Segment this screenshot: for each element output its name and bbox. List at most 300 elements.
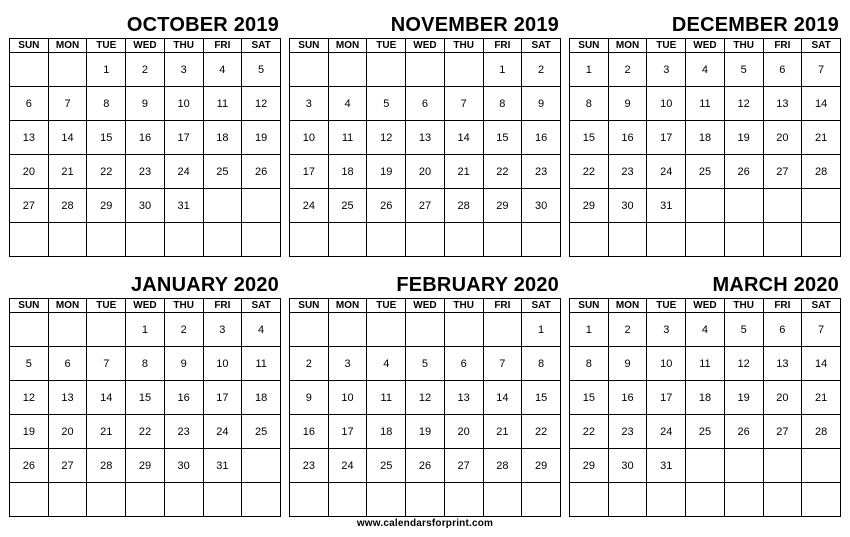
day-cell: 22 — [87, 155, 126, 189]
weekday-label: THU — [444, 299, 483, 313]
weekday-label: WED — [126, 39, 165, 53]
day-cell: 14 — [483, 381, 522, 415]
month-grid — [9, 298, 281, 517]
month-grid — [289, 298, 561, 517]
day-cell — [328, 53, 367, 87]
day-cell: 6 — [10, 87, 49, 121]
day-cell: 13 — [763, 347, 802, 381]
day-cell: 12 — [406, 381, 445, 415]
weekday-label: TUE — [87, 299, 126, 313]
day-cell: 11 — [686, 347, 725, 381]
day-cell: 19 — [724, 121, 763, 155]
day-cell: 31 — [203, 449, 242, 483]
week-row — [570, 347, 841, 381]
day-cell: 30 — [522, 189, 561, 223]
week-row — [290, 189, 561, 223]
weekday-label: MON — [608, 299, 647, 313]
month-calendar — [289, 272, 561, 517]
day-cell: 29 — [483, 189, 522, 223]
day-cell: 9 — [522, 87, 561, 121]
weekday-label: MON — [48, 299, 87, 313]
day-cell: 17 — [328, 415, 367, 449]
day-cell — [126, 223, 165, 257]
day-cell: 25 — [203, 155, 242, 189]
day-cell — [87, 483, 126, 517]
day-cell — [686, 449, 725, 483]
weekday-label: WED — [686, 39, 725, 53]
weekday-label: SAT — [242, 299, 281, 313]
day-cell: 17 — [203, 381, 242, 415]
day-cell: 26 — [724, 155, 763, 189]
week-row — [570, 313, 841, 347]
day-cell: 2 — [126, 53, 165, 87]
day-cell: 11 — [203, 87, 242, 121]
day-cell: 4 — [686, 53, 725, 87]
weekday-label: TUE — [647, 299, 686, 313]
day-cell: 19 — [367, 155, 406, 189]
day-cell: 20 — [763, 381, 802, 415]
day-cell: 25 — [686, 415, 725, 449]
day-cell: 8 — [570, 87, 609, 121]
day-cell: 29 — [570, 189, 609, 223]
week-row — [570, 449, 841, 483]
day-cell: 31 — [164, 189, 203, 223]
day-cell — [406, 313, 445, 347]
day-cell: 17 — [290, 155, 329, 189]
day-cell: 3 — [290, 87, 329, 121]
day-cell — [328, 483, 367, 517]
day-cell: 28 — [802, 155, 841, 189]
day-cell: 19 — [724, 381, 763, 415]
day-cell: 29 — [570, 449, 609, 483]
day-cell: 15 — [126, 381, 165, 415]
day-cell: 5 — [724, 53, 763, 87]
day-cell: 8 — [483, 87, 522, 121]
day-cell — [483, 483, 522, 517]
month-title: NOVEMBER 2019 — [390, 14, 559, 36]
day-cell: 14 — [802, 87, 841, 121]
day-cell — [367, 223, 406, 257]
weekday-label: MON — [328, 299, 367, 313]
day-cell: 7 — [444, 87, 483, 121]
day-cell: 8 — [522, 347, 561, 381]
weekday-label: MON — [48, 39, 87, 53]
day-cell: 1 — [522, 313, 561, 347]
day-cell: 14 — [87, 381, 126, 415]
day-cell: 27 — [763, 415, 802, 449]
weekday-label: TUE — [367, 39, 406, 53]
day-cell: 22 — [483, 155, 522, 189]
weekday-header-row — [570, 299, 841, 313]
day-cell: 27 — [10, 189, 49, 223]
day-cell: 23 — [164, 415, 203, 449]
day-cell — [763, 189, 802, 223]
day-cell: 31 — [647, 189, 686, 223]
day-cell: 24 — [647, 155, 686, 189]
weekday-header-row — [10, 299, 281, 313]
day-cell: 6 — [406, 87, 445, 121]
day-cell: 10 — [164, 87, 203, 121]
day-cell: 10 — [647, 87, 686, 121]
day-cell: 23 — [522, 155, 561, 189]
day-cell — [522, 483, 561, 517]
day-cell: 15 — [483, 121, 522, 155]
day-cell: 25 — [242, 415, 281, 449]
day-cell: 17 — [647, 121, 686, 155]
day-cell — [686, 189, 725, 223]
day-cell: 30 — [126, 189, 165, 223]
day-cell: 25 — [367, 449, 406, 483]
day-cell: 2 — [164, 313, 203, 347]
day-cell — [290, 483, 329, 517]
day-cell: 1 — [570, 53, 609, 87]
day-cell: 24 — [164, 155, 203, 189]
month-calendar — [289, 12, 561, 257]
day-cell — [802, 449, 841, 483]
week-row — [290, 347, 561, 381]
day-cell — [483, 313, 522, 347]
day-cell: 27 — [763, 155, 802, 189]
day-cell: 15 — [87, 121, 126, 155]
day-cell: 6 — [763, 53, 802, 87]
day-cell: 18 — [686, 381, 725, 415]
day-cell: 12 — [242, 87, 281, 121]
day-cell: 3 — [647, 53, 686, 87]
day-cell: 24 — [647, 415, 686, 449]
weekday-label: THU — [724, 39, 763, 53]
day-cell: 15 — [570, 121, 609, 155]
weekday-label: FRI — [763, 299, 802, 313]
day-cell — [724, 189, 763, 223]
day-cell: 16 — [290, 415, 329, 449]
day-cell — [203, 483, 242, 517]
day-cell — [483, 223, 522, 257]
week-row — [290, 483, 561, 517]
week-row — [290, 223, 561, 257]
week-row — [290, 53, 561, 87]
day-cell — [290, 223, 329, 257]
week-row — [570, 483, 841, 517]
weekday-header-row — [290, 299, 561, 313]
day-cell: 5 — [367, 87, 406, 121]
day-cell — [328, 313, 367, 347]
weekday-label: MON — [608, 39, 647, 53]
day-cell: 19 — [406, 415, 445, 449]
weekday-header-row — [570, 39, 841, 53]
day-cell: 17 — [164, 121, 203, 155]
day-cell: 14 — [444, 121, 483, 155]
day-cell — [10, 53, 49, 87]
week-row — [570, 223, 841, 257]
day-cell: 4 — [203, 53, 242, 87]
day-cell — [367, 483, 406, 517]
day-cell: 26 — [406, 449, 445, 483]
website-url: www.calendarsforprint.com — [356, 518, 494, 529]
day-cell: 23 — [608, 415, 647, 449]
day-cell: 23 — [290, 449, 329, 483]
day-cell: 30 — [608, 449, 647, 483]
day-cell: 27 — [406, 189, 445, 223]
day-cell: 15 — [522, 381, 561, 415]
week-row — [10, 449, 281, 483]
day-cell: 24 — [328, 449, 367, 483]
day-cell — [406, 53, 445, 87]
day-cell: 29 — [87, 189, 126, 223]
weekday-label: FRI — [763, 39, 802, 53]
day-cell: 6 — [763, 313, 802, 347]
day-cell — [290, 313, 329, 347]
day-cell: 9 — [164, 347, 203, 381]
day-cell: 21 — [483, 415, 522, 449]
month-grid — [9, 38, 281, 257]
weekday-label: TUE — [87, 39, 126, 53]
day-cell: 22 — [522, 415, 561, 449]
month-grid — [569, 38, 841, 257]
day-cell — [126, 483, 165, 517]
day-cell: 19 — [242, 121, 281, 155]
day-cell: 3 — [164, 53, 203, 87]
day-cell: 31 — [647, 449, 686, 483]
day-cell — [724, 483, 763, 517]
day-cell: 14 — [48, 121, 87, 155]
day-cell — [686, 483, 725, 517]
day-cell: 8 — [570, 347, 609, 381]
day-cell: 20 — [48, 415, 87, 449]
month-calendar — [569, 12, 841, 257]
weekday-label: WED — [406, 39, 445, 53]
day-cell: 10 — [290, 121, 329, 155]
day-cell — [647, 483, 686, 517]
week-row — [10, 53, 281, 87]
weekday-label: THU — [164, 299, 203, 313]
day-cell: 28 — [48, 189, 87, 223]
week-row — [10, 483, 281, 517]
day-cell: 3 — [203, 313, 242, 347]
day-cell: 21 — [444, 155, 483, 189]
week-row — [10, 121, 281, 155]
week-row — [290, 121, 561, 155]
day-cell — [406, 223, 445, 257]
week-row — [570, 381, 841, 415]
week-row — [10, 155, 281, 189]
week-row — [570, 121, 841, 155]
weekday-label: SAT — [522, 299, 561, 313]
day-cell: 22 — [570, 155, 609, 189]
day-cell — [444, 223, 483, 257]
day-cell: 18 — [242, 381, 281, 415]
day-cell: 26 — [242, 155, 281, 189]
week-row — [290, 87, 561, 121]
day-cell — [444, 53, 483, 87]
day-cell: 5 — [406, 347, 445, 381]
month-calendar — [9, 12, 281, 257]
day-cell: 11 — [328, 121, 367, 155]
weekday-label: THU — [164, 39, 203, 53]
day-cell: 16 — [164, 381, 203, 415]
day-cell — [763, 449, 802, 483]
month-title: FEBRUARY 2020 — [396, 274, 559, 296]
day-cell: 19 — [10, 415, 49, 449]
day-cell: 4 — [367, 347, 406, 381]
day-cell: 16 — [608, 121, 647, 155]
week-row — [10, 87, 281, 121]
day-cell: 22 — [570, 415, 609, 449]
day-cell: 20 — [763, 121, 802, 155]
day-cell — [686, 223, 725, 257]
weekday-label: SUN — [290, 299, 329, 313]
day-cell — [724, 449, 763, 483]
day-cell: 29 — [126, 449, 165, 483]
weekday-label: SAT — [802, 39, 841, 53]
day-cell: 28 — [87, 449, 126, 483]
month-calendar — [569, 272, 841, 517]
day-cell: 25 — [328, 189, 367, 223]
day-cell — [48, 223, 87, 257]
week-row — [10, 313, 281, 347]
day-cell — [570, 223, 609, 257]
day-cell — [724, 223, 763, 257]
day-cell: 16 — [126, 121, 165, 155]
day-cell: 24 — [290, 189, 329, 223]
weekday-label: WED — [406, 299, 445, 313]
day-cell: 9 — [608, 87, 647, 121]
day-cell: 21 — [802, 121, 841, 155]
day-cell: 10 — [647, 347, 686, 381]
day-cell — [367, 313, 406, 347]
day-cell — [763, 223, 802, 257]
day-cell: 20 — [406, 155, 445, 189]
day-cell — [802, 483, 841, 517]
day-cell — [570, 483, 609, 517]
day-cell: 9 — [126, 87, 165, 121]
day-cell: 7 — [48, 87, 87, 121]
day-cell: 2 — [608, 53, 647, 87]
day-cell: 6 — [444, 347, 483, 381]
day-cell — [164, 483, 203, 517]
day-cell — [522, 223, 561, 257]
day-cell: 26 — [10, 449, 49, 483]
day-cell: 3 — [647, 313, 686, 347]
day-cell: 2 — [522, 53, 561, 87]
day-cell: 3 — [328, 347, 367, 381]
weekday-label: THU — [444, 39, 483, 53]
day-cell: 5 — [242, 53, 281, 87]
weekday-label: SUN — [10, 39, 49, 53]
day-cell — [328, 223, 367, 257]
week-row — [290, 155, 561, 189]
day-cell: 18 — [328, 155, 367, 189]
weekday-label: SAT — [522, 39, 561, 53]
weekday-label: FRI — [483, 39, 522, 53]
day-cell — [647, 223, 686, 257]
weekday-label: FRI — [203, 39, 242, 53]
day-cell: 2 — [290, 347, 329, 381]
day-cell: 1 — [483, 53, 522, 87]
day-cell: 8 — [87, 87, 126, 121]
weekday-label: THU — [724, 299, 763, 313]
day-cell: 28 — [444, 189, 483, 223]
day-cell — [10, 483, 49, 517]
month-title: OCTOBER 2019 — [126, 14, 279, 36]
day-cell — [367, 53, 406, 87]
day-cell: 13 — [406, 121, 445, 155]
weekday-label: SUN — [570, 39, 609, 53]
day-cell: 1 — [87, 53, 126, 87]
day-cell: 25 — [686, 155, 725, 189]
week-row — [570, 415, 841, 449]
day-cell: 24 — [203, 415, 242, 449]
day-cell: 21 — [802, 381, 841, 415]
day-cell: 4 — [686, 313, 725, 347]
day-cell: 13 — [48, 381, 87, 415]
day-cell: 1 — [126, 313, 165, 347]
day-cell: 4 — [242, 313, 281, 347]
day-cell: 11 — [367, 381, 406, 415]
week-row — [10, 381, 281, 415]
day-cell: 10 — [328, 381, 367, 415]
weekday-label: SAT — [242, 39, 281, 53]
day-cell — [290, 53, 329, 87]
week-row — [570, 155, 841, 189]
day-cell: 18 — [203, 121, 242, 155]
day-cell: 21 — [48, 155, 87, 189]
day-cell: 18 — [686, 121, 725, 155]
day-cell — [406, 483, 445, 517]
weekday-label: SUN — [10, 299, 49, 313]
day-cell: 11 — [686, 87, 725, 121]
weekday-label: TUE — [647, 39, 686, 53]
week-row — [10, 347, 281, 381]
day-cell — [242, 449, 281, 483]
day-cell — [608, 223, 647, 257]
weekday-label: FRI — [483, 299, 522, 313]
weekday-label: SUN — [570, 299, 609, 313]
day-cell — [444, 313, 483, 347]
day-cell: 23 — [126, 155, 165, 189]
day-cell: 15 — [570, 381, 609, 415]
day-cell — [242, 483, 281, 517]
day-cell: 9 — [608, 347, 647, 381]
week-row — [10, 415, 281, 449]
day-cell: 30 — [608, 189, 647, 223]
day-cell: 8 — [126, 347, 165, 381]
week-row — [570, 53, 841, 87]
day-cell: 12 — [10, 381, 49, 415]
day-cell — [164, 223, 203, 257]
day-cell — [87, 223, 126, 257]
weekday-label: WED — [126, 299, 165, 313]
day-cell: 7 — [802, 53, 841, 87]
day-cell: 4 — [328, 87, 367, 121]
day-cell: 20 — [444, 415, 483, 449]
weekday-header-row — [10, 39, 281, 53]
week-row — [570, 189, 841, 223]
day-cell — [444, 483, 483, 517]
week-row — [570, 87, 841, 121]
day-cell: 14 — [802, 347, 841, 381]
weekday-label: SUN — [290, 39, 329, 53]
day-cell: 29 — [522, 449, 561, 483]
day-cell: 22 — [126, 415, 165, 449]
day-cell: 28 — [483, 449, 522, 483]
weekday-label: FRI — [203, 299, 242, 313]
weekday-header-row — [290, 39, 561, 53]
month-grid — [289, 38, 561, 257]
day-cell: 30 — [164, 449, 203, 483]
weekday-label: MON — [328, 39, 367, 53]
day-cell: 20 — [10, 155, 49, 189]
day-cell: 2 — [608, 313, 647, 347]
